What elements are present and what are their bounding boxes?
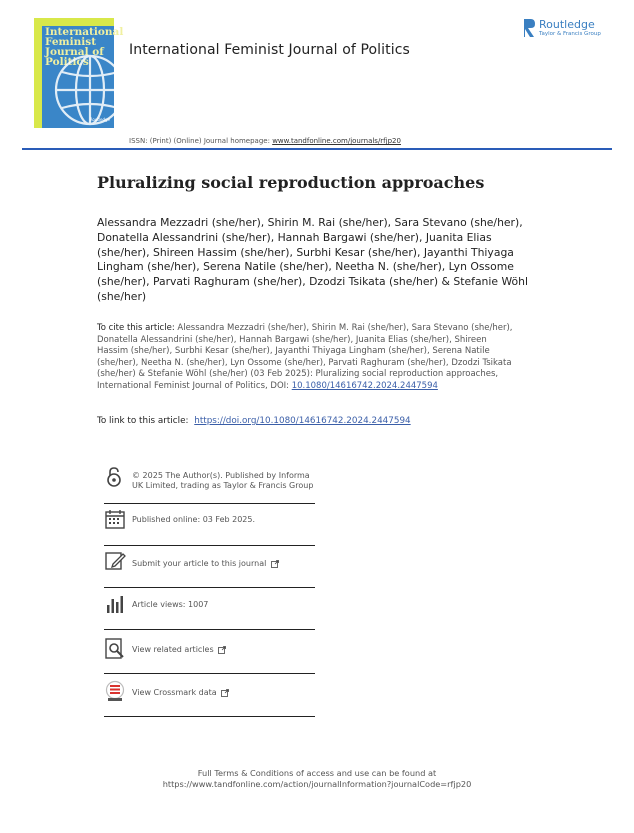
- external-link-icon: [218, 646, 226, 654]
- bar-chart-icon: [104, 593, 126, 615]
- author-list: Alessandra Mezzadri (she/her), Shirin M. Rai (she/her), Sara Stevano (she/her), Donatella Alessandrini (she/her), Hannah Bargawi (she/her), Juanita Elias (she/her), Shireen Hassim (she/her), Surbhi Kesar (she/her), Jayanthi Thiyaga Lingham (she/her), Serena Natile (she/her), Neetha N. (she/her), Lyn Ossome (she/her), Parvati Raghuram (she/her), Dzodzi Tsikata (she/her) & Stefanie Wöhl (she/her): [97, 216, 528, 303]
- article-doi-link[interactable]: https://doi.org/10.1080/14616742.2024.2447594: [194, 416, 411, 426]
- journal-title: International Feminist Journal of Politics: [129, 42, 410, 58]
- brand-sub: Taylor & Francis Group: [539, 31, 601, 37]
- citation-block: [97, 323, 517, 393]
- license-text: © 2025 The Author(s). Published by Informa UK Limited, trading as Taylor & Francis Group: [132, 471, 314, 490]
- cover-side-band: [34, 18, 42, 128]
- cite-text: Alessandra Mezzadri (she/her), Shirin M. Rai (she/her), Sara Stevano (she/her), Donatella Alessandrini (she/her), Hannah Bargawi (she/her), Juanita Elias (she/her), Shireen Hassim (she/her), Surbhi Kesar (she/her), Jayanthi Thiyaga Lingham (she/her), Serena Natile (she/her), Neetha N. (she/her), Lyn Ossome (she/her), Parvati Raghuram (she/her), Dzodzi Tsikata (she/her) & Stefanie Wöhl (she/her) (03 Feb 2025): Pluralizing social reproduction approaches, International Feminist Journal of Politics, DOI:: [97, 323, 513, 391]
- cite-label: To cite this article:: [97, 323, 175, 333]
- header-divider: [22, 148, 612, 150]
- journal-homepage-link[interactable]: www.tandfonline.com/journals/rfjp20: [272, 137, 401, 145]
- issn-line: [129, 137, 401, 145]
- info-divider: [104, 503, 315, 504]
- cover-title: International Feminist Journal of Politics: [45, 26, 124, 68]
- article-views: Article views: 1007: [132, 600, 209, 609]
- related-articles-link[interactable]: [132, 645, 318, 655]
- article-link-line: [97, 416, 411, 426]
- external-link-icon: [221, 689, 229, 697]
- globe-icon: [48, 48, 118, 126]
- published-date: Published online: 03 Feb 2025.: [132, 515, 256, 524]
- routledge-logo: [522, 18, 612, 42]
- article-title: Pluralizing social reproduction approaches: [97, 173, 485, 192]
- crossmark-label: View Crossmark data: [132, 688, 217, 697]
- related-label: View related articles: [132, 645, 214, 654]
- link-label: To link to this article:: [97, 416, 189, 426]
- info-divider: [104, 545, 315, 546]
- footer-terms: Full Terms & Conditions of access and use can be found at: [197, 768, 437, 778]
- open-access-lock-icon: [104, 466, 126, 488]
- cover-publisher: Routledge: [89, 117, 110, 122]
- issn-label: ISSN: (Print) (Online) Journal homepage:: [129, 137, 270, 145]
- search-document-icon: [104, 638, 126, 660]
- info-divider: [104, 716, 315, 717]
- info-divider: [104, 673, 315, 674]
- crossmark-link[interactable]: [132, 688, 318, 698]
- brand-name: Routledge: [539, 18, 595, 31]
- footer: [0, 768, 634, 791]
- info-divider: [104, 587, 315, 588]
- info-divider: [104, 629, 315, 630]
- crossmark-icon: [104, 680, 126, 702]
- calendar-icon: [104, 508, 126, 530]
- journal-cover-image: [34, 18, 124, 128]
- routledge-r-icon: [522, 18, 536, 38]
- submit-label: Submit your article to this journal: [132, 559, 267, 568]
- doi-link[interactable]: 10.1080/14616742.2024.2447594: [291, 380, 438, 391]
- cover-top-band: [34, 18, 114, 26]
- footer-url[interactable]: https://www.tandfonline.com/action/journalInformation?journalCode=rfjp20: [162, 779, 472, 790]
- external-link-icon: [271, 560, 279, 568]
- submit-article-link[interactable]: [132, 559, 318, 569]
- submit-pencil-icon: [104, 550, 126, 572]
